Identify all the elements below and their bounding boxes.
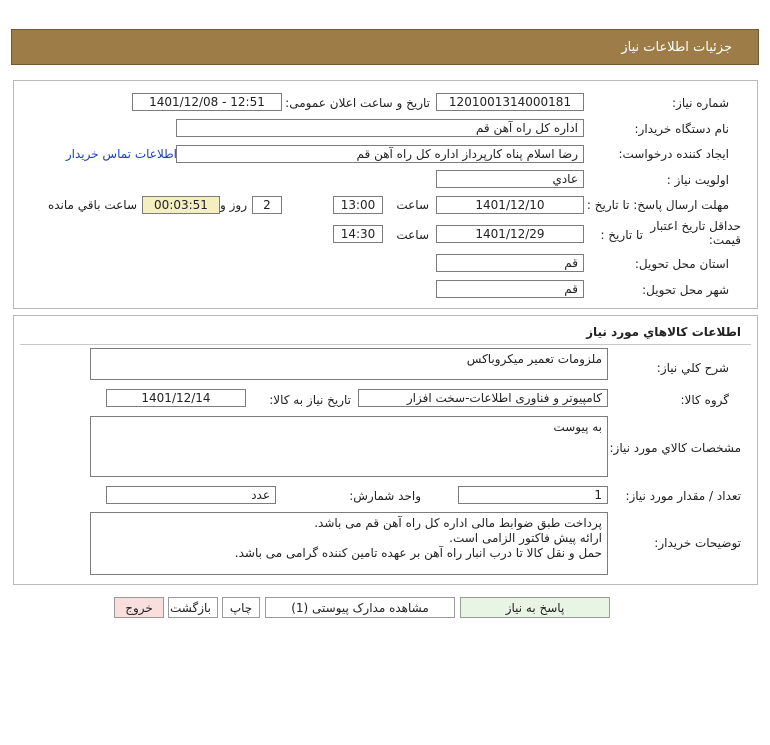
need-date-label: تاریخ نیاز به کالا:: [269, 393, 351, 407]
goods-group-label: گروه کالا:: [680, 393, 729, 407]
buyer-notes-field: [90, 512, 608, 575]
reply-deadline-time-label: ساعت: [396, 198, 429, 212]
buyer-note-line: حمل و نقل کالا تا درب انبار راه آهن بر عهده تامین کننده گرامی می باشد.: [234, 546, 602, 560]
buyer-org-label: نام دستگاه خریدار:: [634, 122, 729, 136]
buyer-note-line: ارائه پیش فاکتور الزامی است.: [449, 531, 602, 545]
buyer-note-line: پرداخت طبق ضوابط مالی اداره کل راه آهن قم می باشد.: [314, 516, 602, 530]
goods-specs-field: به پیوست: [90, 416, 608, 477]
page-header: [11, 29, 759, 65]
need-date-field: 1401/12/14: [106, 389, 246, 407]
print-button[interactable]: چاپ: [222, 597, 260, 618]
remaining-time-field: 00:03:51: [142, 196, 220, 214]
price-validity-label: حداقل تاریخ اعتبار قیمت:: [650, 219, 741, 247]
reply-deadline-label: مهلت ارسال پاسخ: تا تاریخ :: [586, 198, 729, 212]
quantity-label: تعداد / مقدار مورد نیاز:: [625, 489, 741, 503]
remaining-time-label: ساعت باقي مانده: [47, 198, 137, 212]
announce-datetime-label: تاریخ و ساعت اعلان عمومی:: [285, 96, 430, 110]
exit-button[interactable]: خروج: [114, 597, 164, 618]
remaining-days-field: 2: [252, 196, 282, 214]
announce-datetime-field: 1401/12/08 - 12:51: [132, 93, 282, 111]
section-divider: [20, 344, 751, 345]
page-title: جزئیات اطلاعات نیاز: [621, 40, 732, 55]
unit-field: عدد: [106, 486, 276, 504]
reply-deadline-date-field: 1401/12/10: [436, 196, 584, 214]
goods-group-field: کامپیوتر و فناوری اطلاعات-سخت افزار: [358, 389, 608, 407]
buyer-contact-link[interactable]: اطلاعات تماس خریدار: [65, 147, 177, 161]
need-number-field: 1201001314000181: [436, 93, 584, 111]
general-description-field: ملزومات تعمیر میکروباکس: [90, 348, 608, 380]
reply-button[interactable]: پاسخ به نیاز: [460, 597, 610, 618]
request-creator-field: رضا اسلام پناه کارپرداز اداره کل راه آهن قم: [176, 145, 584, 163]
delivery-province-label: استان محل تحویل:: [634, 257, 729, 271]
remaining-days-label: روز و: [220, 198, 247, 212]
delivery-city-field: قم: [436, 280, 584, 298]
price-validity-time-label: ساعت: [396, 228, 429, 242]
quantity-field: 1: [458, 486, 608, 504]
delivery-province-field: قم: [436, 254, 584, 272]
price-validity-time-field: 14:30: [333, 225, 383, 243]
unit-label: واحد شمارش:: [349, 489, 421, 503]
reply-deadline-time-field: 13:00: [333, 196, 383, 214]
price-validity-to-date-label: تا تاریخ :: [600, 228, 643, 242]
back-button[interactable]: بازگشت: [168, 597, 218, 618]
price-validity-date-field: 1401/12/29: [436, 225, 584, 243]
view-attachments-button[interactable]: مشاهده مدارک پیوستی (1): [265, 597, 455, 618]
buyer-org-field: اداره کل راه آهن قم: [176, 119, 584, 137]
need-details-panel: [13, 80, 758, 309]
need-number-label: شماره نیاز:: [672, 96, 729, 110]
priority-label: اولویت نیاز :: [666, 173, 729, 187]
request-creator-label: ایجاد کننده درخواست:: [618, 147, 729, 161]
priority-field: عادي: [436, 170, 584, 188]
goods-section-title: اطلاعات کالاهاي مورد نياز: [586, 325, 741, 339]
delivery-city-label: شهر محل تحویل:: [642, 283, 729, 297]
general-description-label: شرح کلي نياز:: [656, 361, 729, 375]
goods-panel: [13, 315, 758, 585]
goods-specs-label: مشخصات کالاي مورد نياز:: [609, 441, 741, 455]
buyer-notes-label: توضیحات خریدار:: [654, 536, 741, 550]
